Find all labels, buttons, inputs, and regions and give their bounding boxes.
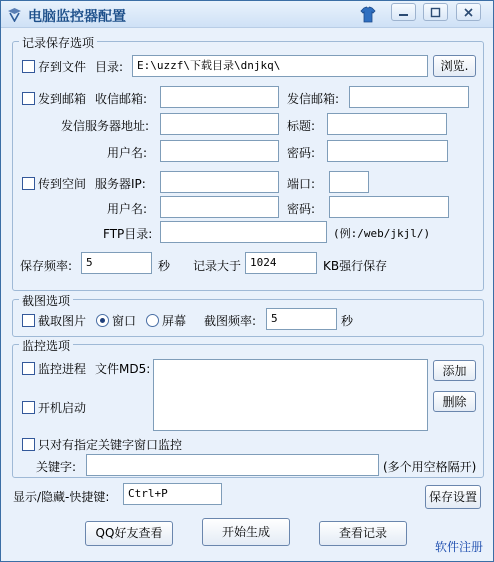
keyword-label: 关键字: [36,460,77,474]
ftp-directory-label: FTP目录: [103,227,153,241]
server-ip-label: 服务器IP: [95,177,146,191]
keyword-only-checkbox[interactable] [22,438,35,451]
record-size-input[interactable]: 1024 [245,252,317,274]
close-icon [463,7,474,18]
keyword-input[interactable] [86,454,379,476]
hotkey-label: 显示/隐藏-快捷键: [13,490,110,504]
window-title: 电脑监控器配置 [28,9,126,25]
keyword-hint: (多个用空格隔开) [383,460,477,474]
ftp-password-label: 密码: [287,202,316,216]
app-icon [7,7,22,22]
record-over-label: 记录大于 [193,259,242,273]
save-frequency-unit: 秒 [158,259,171,273]
file-md5-label: 文件MD5: [95,362,151,376]
screen-radio[interactable] [146,314,159,327]
server-ip-input[interactable] [160,171,279,193]
save-frequency-input[interactable]: 5 [81,252,152,274]
browse-button[interactable]: 浏览. [433,55,476,77]
record-save-legend: 记录保存选项 [19,34,97,51]
keyword-only-label: 只对有指定关键字窗口监控 [38,438,183,452]
skin-shirt-icon[interactable] [360,6,376,23]
md5-list-box[interactable] [153,359,428,431]
window-radio-label: 窗口 [112,314,137,328]
maximize-icon [430,7,441,18]
directory-input[interactable]: E:\uzzf\下载目录\dnjkq\ [132,55,428,77]
screen-radio-label: 屏幕 [162,314,187,328]
directory-label: 目录: [95,60,124,74]
save-settings-button[interactable]: 保存设置 [425,485,481,509]
window-radio[interactable] [96,314,109,327]
recipient-email-input[interactable] [160,86,279,108]
title-bar[interactable] [1,1,493,28]
port-input[interactable] [329,171,369,193]
kb-force-save-label: KB强行保存 [323,259,388,273]
monitor-process-label: 监控进程 [38,362,87,376]
save-to-file-label: 存到文件 [38,60,87,74]
qq-friend-view-button[interactable]: QQ好友查看 [85,521,173,546]
capture-frequency-unit: 秒 [341,314,354,328]
recipient-email-label: 收信邮箱: [95,92,148,106]
ftp-directory-hint: (例:/web/jkjl/) [333,227,431,240]
capture-frequency-input[interactable]: 5 [266,308,337,330]
port-label: 端口: [287,177,316,191]
ftp-directory-input[interactable] [160,221,327,243]
view-records-button[interactable]: 查看记录 [319,521,407,546]
upload-to-space-label: 传到空间 [38,177,87,191]
autostart-label: 开机启动 [38,401,87,415]
capture-frequency-label: 截图频率: [204,314,257,328]
delete-button[interactable]: 删除 [433,391,476,412]
email-username-label: 用户名: [107,146,148,160]
email-password-label: 密码: [287,146,316,160]
add-button[interactable]: 添加 [433,360,476,381]
save-to-file-checkbox[interactable] [22,60,35,73]
ftp-username-label: 用户名: [107,202,148,216]
subject-label: 标题: [287,119,316,133]
maximize-button[interactable] [423,3,448,21]
minimize-button[interactable] [391,3,416,21]
capture-image-label: 截取图片 [38,314,87,328]
email-username-input[interactable] [160,140,279,162]
subject-input[interactable] [327,113,447,135]
send-to-email-label: 发到邮箱 [38,92,87,106]
ftp-password-input[interactable] [329,196,449,218]
ftp-username-input[interactable] [160,196,279,218]
minimize-icon [398,7,409,18]
start-generate-button[interactable]: 开始生成 [202,518,290,546]
sender-email-label: 发信邮箱: [287,92,340,106]
software-register-link[interactable]: 软件注册 [435,540,484,554]
send-to-email-checkbox[interactable] [22,92,35,105]
smtp-server-label: 发信服务器地址: [61,119,150,133]
monitor-process-checkbox[interactable] [22,362,35,375]
hotkey-input[interactable]: Ctrl+P [123,483,222,505]
autostart-checkbox[interactable] [22,401,35,414]
screenshot-legend: 截图选项 [19,292,73,309]
email-password-input[interactable] [327,140,448,162]
monitor-legend: 监控选项 [19,337,73,354]
upload-to-space-checkbox[interactable] [22,177,35,190]
smtp-server-input[interactable] [160,113,279,135]
save-frequency-label: 保存频率: [20,259,73,273]
capture-image-checkbox[interactable] [22,314,35,327]
sender-email-input[interactable] [349,86,469,108]
close-button[interactable] [456,3,481,21]
